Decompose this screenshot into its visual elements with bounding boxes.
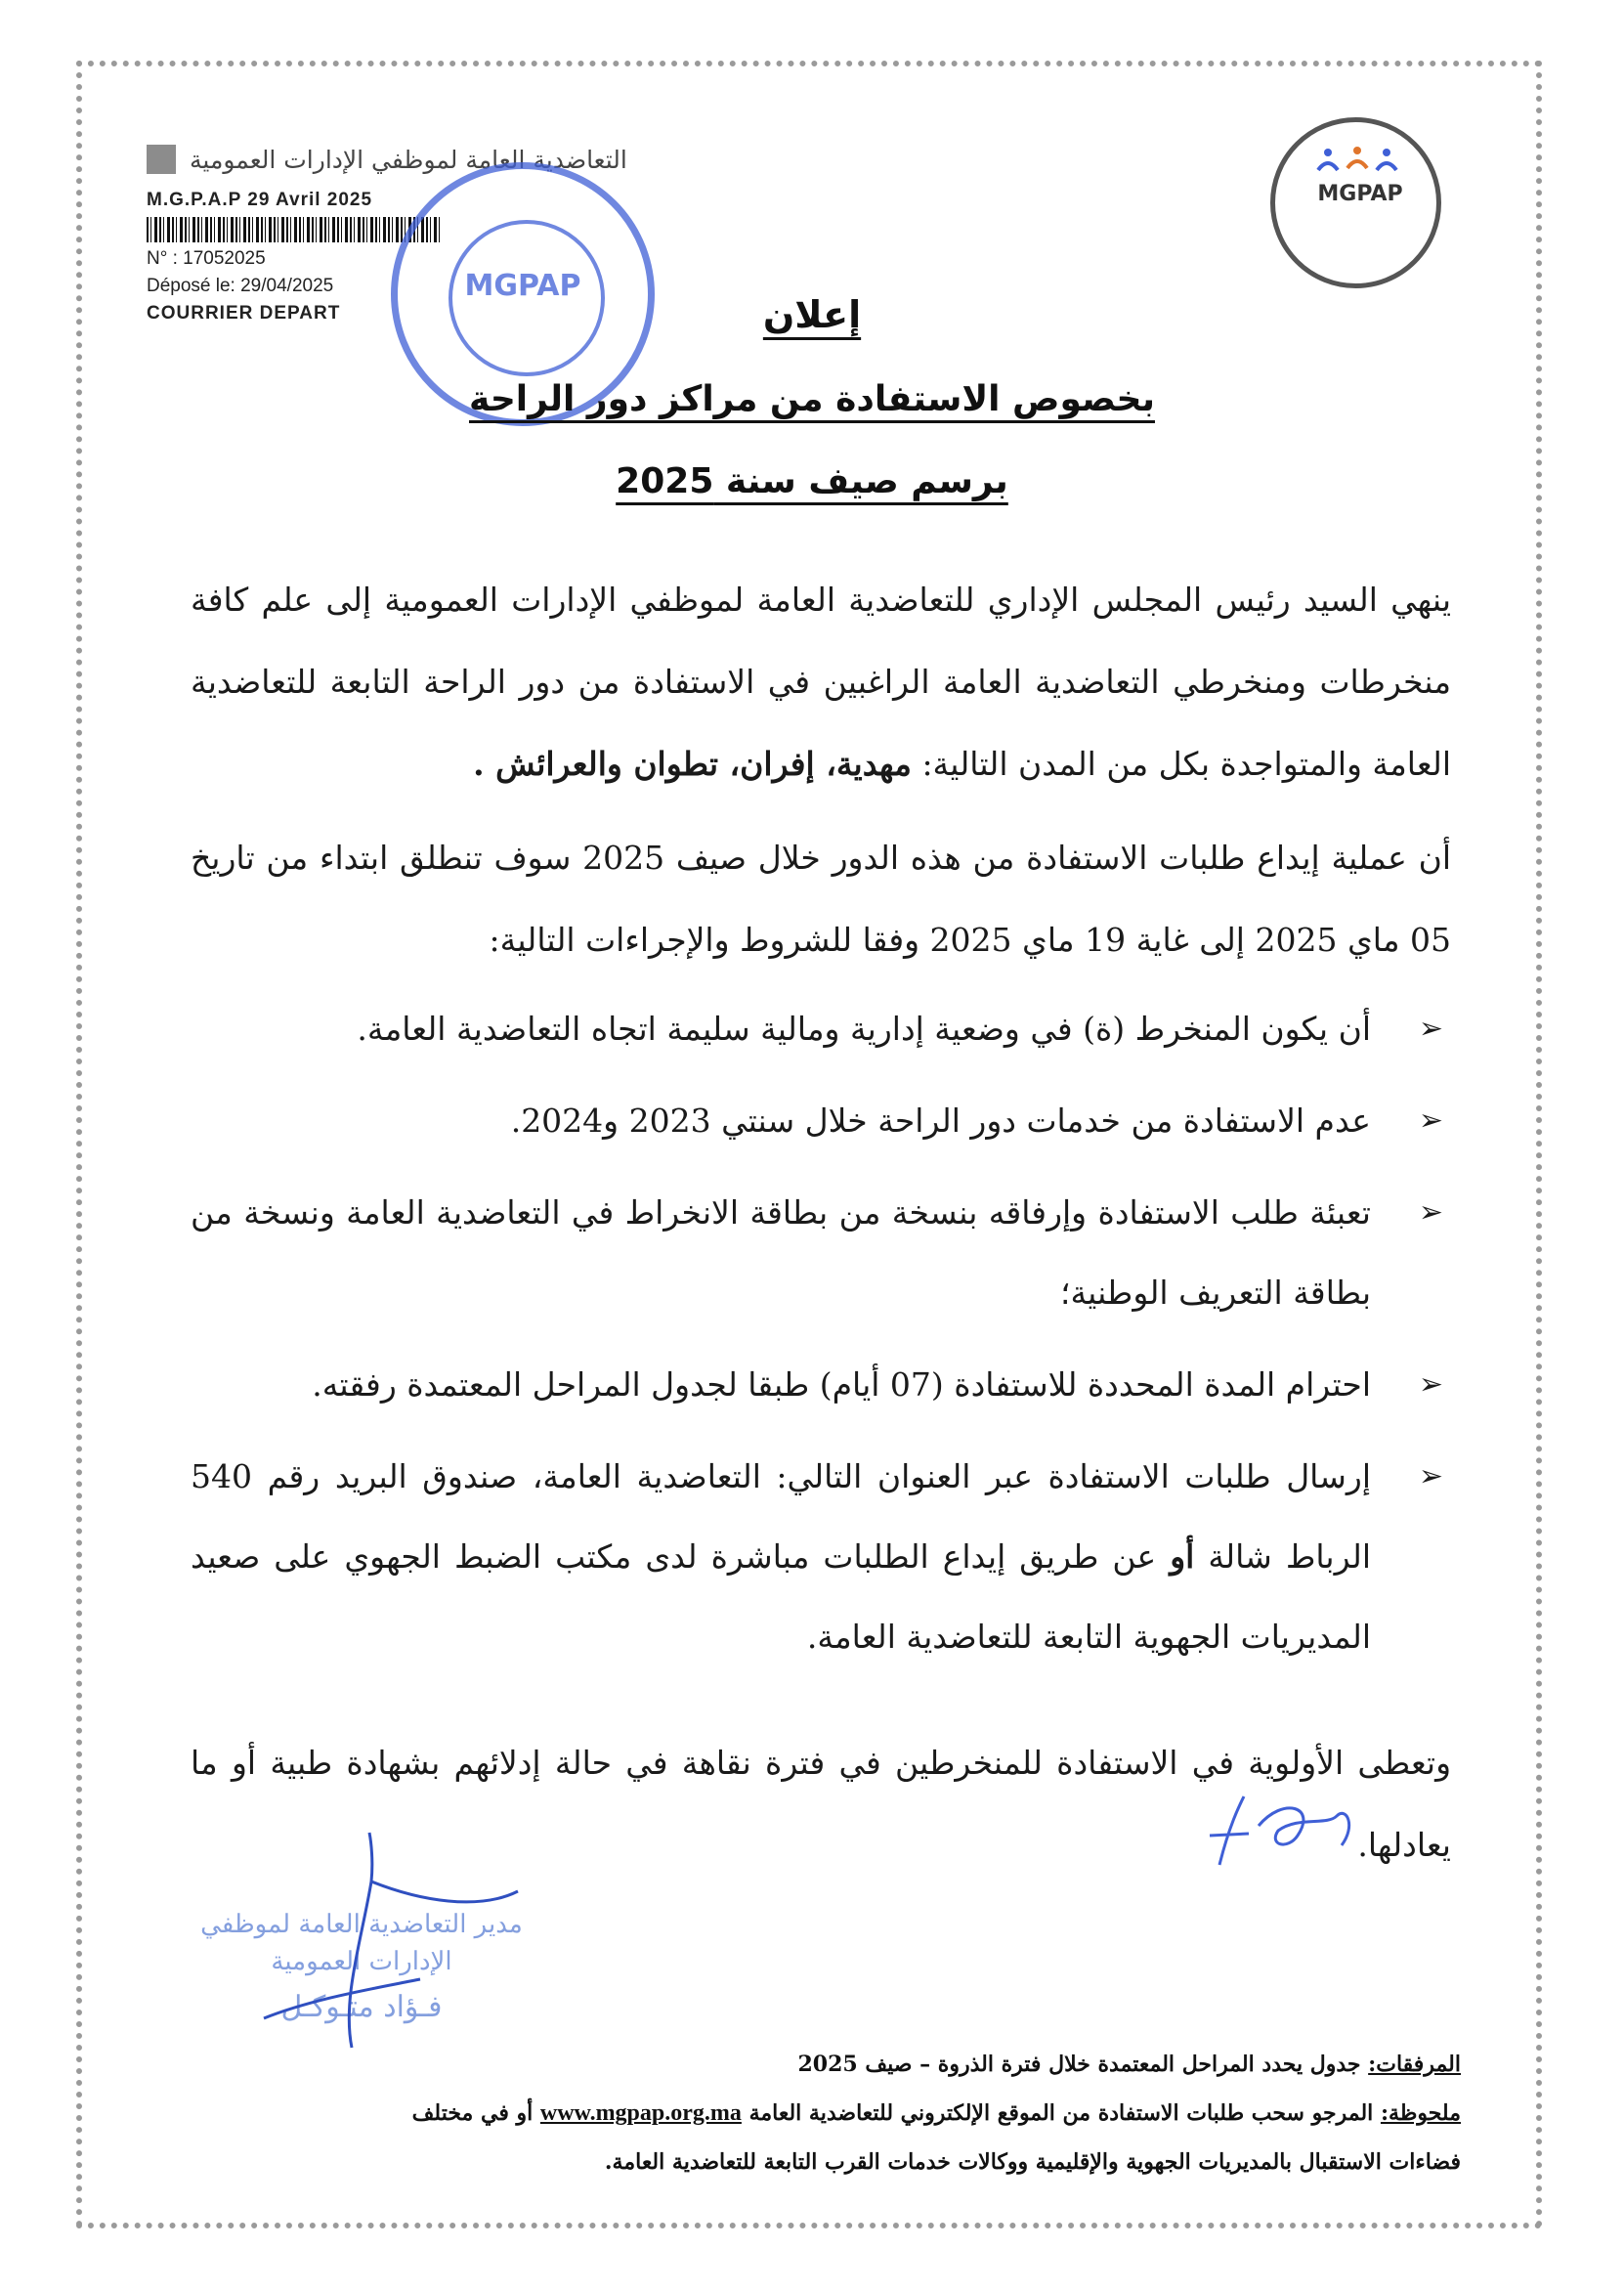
list-item: ➢ أن يكون المنخرط (ة) في وضعية إدارية ومالية سليمة اتجاه التعاضدية العامة. — [191, 989, 1451, 1069]
signature-scribble-icon — [225, 1823, 537, 2057]
conditions-list — [191, 989, 1451, 1689]
org-name-line — [147, 145, 772, 174]
list-item: ➢ احترام المدة المحددة للاستفادة (07 أيام) طبقا لجدول المراحل المعتمدة رفقته. — [191, 1345, 1451, 1425]
list-item: ➢ تعبئة طلب الاستفادة وإرفاقه بنسخة من بطاقة الانخراط في التعاضدية العامة ونسخة من بطاقة التعريف الوطنية؛ — [191, 1173, 1451, 1333]
remark-label: ملحوظة: — [1380, 2100, 1461, 2126]
arrow-bullet-icon: ➢ — [1418, 1459, 1443, 1493]
announcement-season: برسم صيف سنة 2025 — [616, 461, 1008, 501]
people-figures-icon — [1313, 147, 1401, 176]
barcode-icon — [147, 217, 440, 242]
list-item: ➢ عدم الاستفادة من خدمات دور الراحة خلال سنتي 2023 و2024. — [191, 1081, 1451, 1161]
logo-text: MGPAP — [1317, 182, 1403, 206]
attachments-note: المرفقات: جدول يحدد المراحل المعتمدة خلال فترة الذروة – صيف 2025 — [797, 2052, 1461, 2077]
announcement-title: إعلان — [762, 293, 862, 336]
paragraph-intro: ينهي السيد رئيس المجلس الإداري للتعاضدية العامة لموظفي الإدارات العمومية إلى علم كافة منخرطات ومنخرطي التعاضدية العامة الراغبين في الاستفادة من دور الراحة التابعة للتعاضدية العامة والمتواجدة بكل من المدن التالية: مهدية، إفران، تطوان والعرائش . — [191, 581, 1451, 783]
seal-text: MGPAP — [464, 269, 581, 303]
signature-title-line1: مدير التعاضدية العامة لموظفي — [200, 1910, 523, 1939]
paragraph-priority: وتعطى الأولوية في الاستفادة للمنخرطين في فترة نقاهة في حالة إدلائهم بشهادة طبية أو ما يعادلها. — [191, 1744, 1451, 1864]
gray-square-icon — [147, 145, 176, 174]
remark-note-line2: فضاءات الاستقبال بالمديريات الجهوية والإقليمية ووكالات خدمات القرب التابعة للتعاضدية العامة. — [604, 2149, 1461, 2175]
signature-name: فـؤاد متـوكـل — [280, 1990, 443, 2024]
stamp-courier: COURRIER DEPART — [147, 303, 341, 324]
handwritten-initials-icon — [1190, 1787, 1366, 1875]
mgpap-logo — [1262, 117, 1458, 288]
stamp-ref-number: N° : 17052025 — [147, 248, 266, 269]
website-link[interactable]: www.mgpap.org.ma — [539, 2100, 742, 2126]
announcement-subject: بخصوص الاستفادة من مراكز دور الراحة — [469, 379, 1155, 419]
paragraph-dates: أن عملية إيداع طلبات الاستفادة من هذه الدور خلال صيف 2025 سوف تنطلق ابتداء من تاريخ 05 ماي 2025 إلى غاية 19 ماي 2025 وفقا للشروط والإجراءات التالية: — [191, 839, 1451, 959]
arrow-bullet-icon: ➢ — [1418, 1195, 1443, 1230]
arrow-bullet-icon: ➢ — [1418, 1103, 1443, 1138]
stamp-ref-top: M.G.P.A.P 29 Avril 2025 — [147, 190, 373, 210]
cities-list: مهدية، إفران، تطوان والعرائش . — [473, 745, 912, 783]
attachments-label: المرفقات: — [1368, 2052, 1461, 2077]
stamp-deposit-date: Déposé le: 29/04/2025 — [147, 276, 334, 296]
org-name: التعاضدية العامة لموظفي الإدارات العمومية — [190, 145, 627, 174]
arrow-bullet-icon: ➢ — [1418, 1367, 1443, 1402]
list-item: ➢ إرسال طلبات الاستفادة عبر العنوان التالي: التعاضدية العامة، صندوق البريد رقم 540 الرباط شالة أو عن طريق إيداع الطلبات مباشرة لدى مكتب الضبط الجهوي على صعيد المديريات الجهوية التابعة للتعاضدية العامة. — [191, 1437, 1451, 1677]
signature-title-line2: الإدارات العمومية — [271, 1947, 452, 1976]
arrow-bullet-icon: ➢ — [1418, 1012, 1443, 1046]
remark-note: ملحوظة: المرجو سحب طلبات الاستفادة من الموقع الإلكتروني للتعاضدية العامة www.mgpap.org.ma أو في مختلف — [411, 2100, 1461, 2126]
